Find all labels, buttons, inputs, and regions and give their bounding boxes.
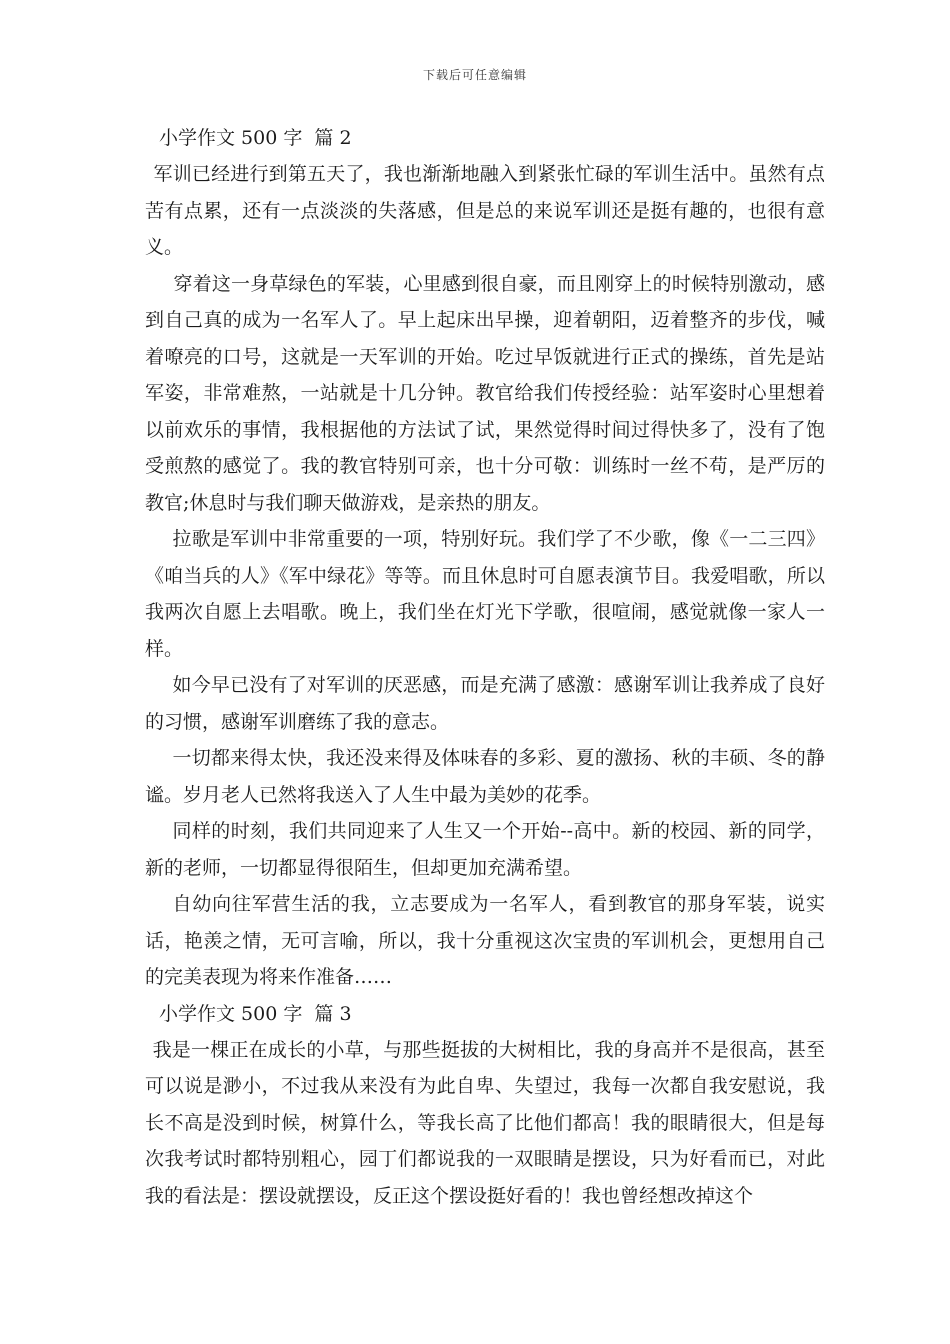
paragraph: 我是一棵正在成长的小草，与那些挺拔的大树相比，我的身高并不是很高，甚至可以说是渺小，不过我从来没有为此自卑、失望过，我每一次都自我安慰说，我长不高是没到时候，树算什么，等我长高了比他们都高！我的眼睛很大，但是每次我考试时都特别粗心，园丁们都说我的一双眼睛是摆设，只为好看而已，对此我的看法是：摆设就摆设，反正这个摆设挺好看的！我也曾经想改掉这个 — [145, 1038, 825, 1207]
paragraph: 穿着这一身草绿色的军装，心里感到很自豪，而且刚穿上的时候特别激动，感到自己真的成为一名军人了。早上起床出早操，迎着朝阳，迈着整齐的步伐，喊着嘹亮的口号，这就是一天军训的开始。吃过早饭就进行正式的操练，首先是站军姿，非常难熬，一站就是十几分钟。教官给我们传授经验：站军姿时心里想着以前欢乐的事情，我根据他的方法试了试，果然觉得时间过得快多了，没有了饱受煎熬的感觉了。我的教官特别可亲，也十分可敬：训练时一丝不苟，是严厉的教官;休息时与我们聊天做游戏，是亲热的朋友。 — [145, 272, 825, 514]
section-title: 小学作文 500 字 篇 3 — [159, 1002, 352, 1025]
section-title: 小学作文 500 字 篇 2 — [159, 127, 352, 149]
paragraph: 同样的时刻，我们共同迎来了人生又一个开始--高中。新的校园、新的同学，新的老师，一切都显得很陌生，但却更加充满希望。 — [145, 820, 825, 879]
header-note: 下载后可任意编辑 — [422, 68, 527, 82]
paragraph: 拉歌是军训中非常重要的一项，特别好玩。我们学了不少歌，像《一二三四》《咱当兵的人》《军中绿花》等等。而且休息时可自愿表演节目。我爱唱歌，所以我两次自愿上去唱歌。晚上，我们坐在灯光下学歌，很喧闹，感觉就像一家人一样。 — [145, 528, 825, 660]
document-body — [145, 120, 825, 1214]
paragraph: 军训已经进行到第五天了，我也渐渐地融入到紧张忙碌的军训生活中。虽然有点苦有点累，还有一点淡淡的失落感，但是总的来说军训还是挺有趣的，也很有意义。 — [145, 163, 825, 258]
paragraph: 一切都来得太快，我还没来得及体味春的多彩、夏的激扬、秋的丰硕、冬的静谧。岁月老人已然将我送入了人生中最为美妙的花季。 — [145, 747, 825, 806]
paragraph: 自幼向往军营生活的我，立志要成为一名军人，看到教官的那身军装，说实话，艳羡之情，无可言喻，所以，我十分重视这次宝贵的军训机会，更想用自己的完美表现为将来作准备…… — [145, 893, 825, 988]
paragraph: 如今早已没有了对军训的厌恶感，而是充满了感激：感谢军训让我养成了良好的习惯，感谢军训磨练了我的意志。 — [145, 674, 825, 733]
